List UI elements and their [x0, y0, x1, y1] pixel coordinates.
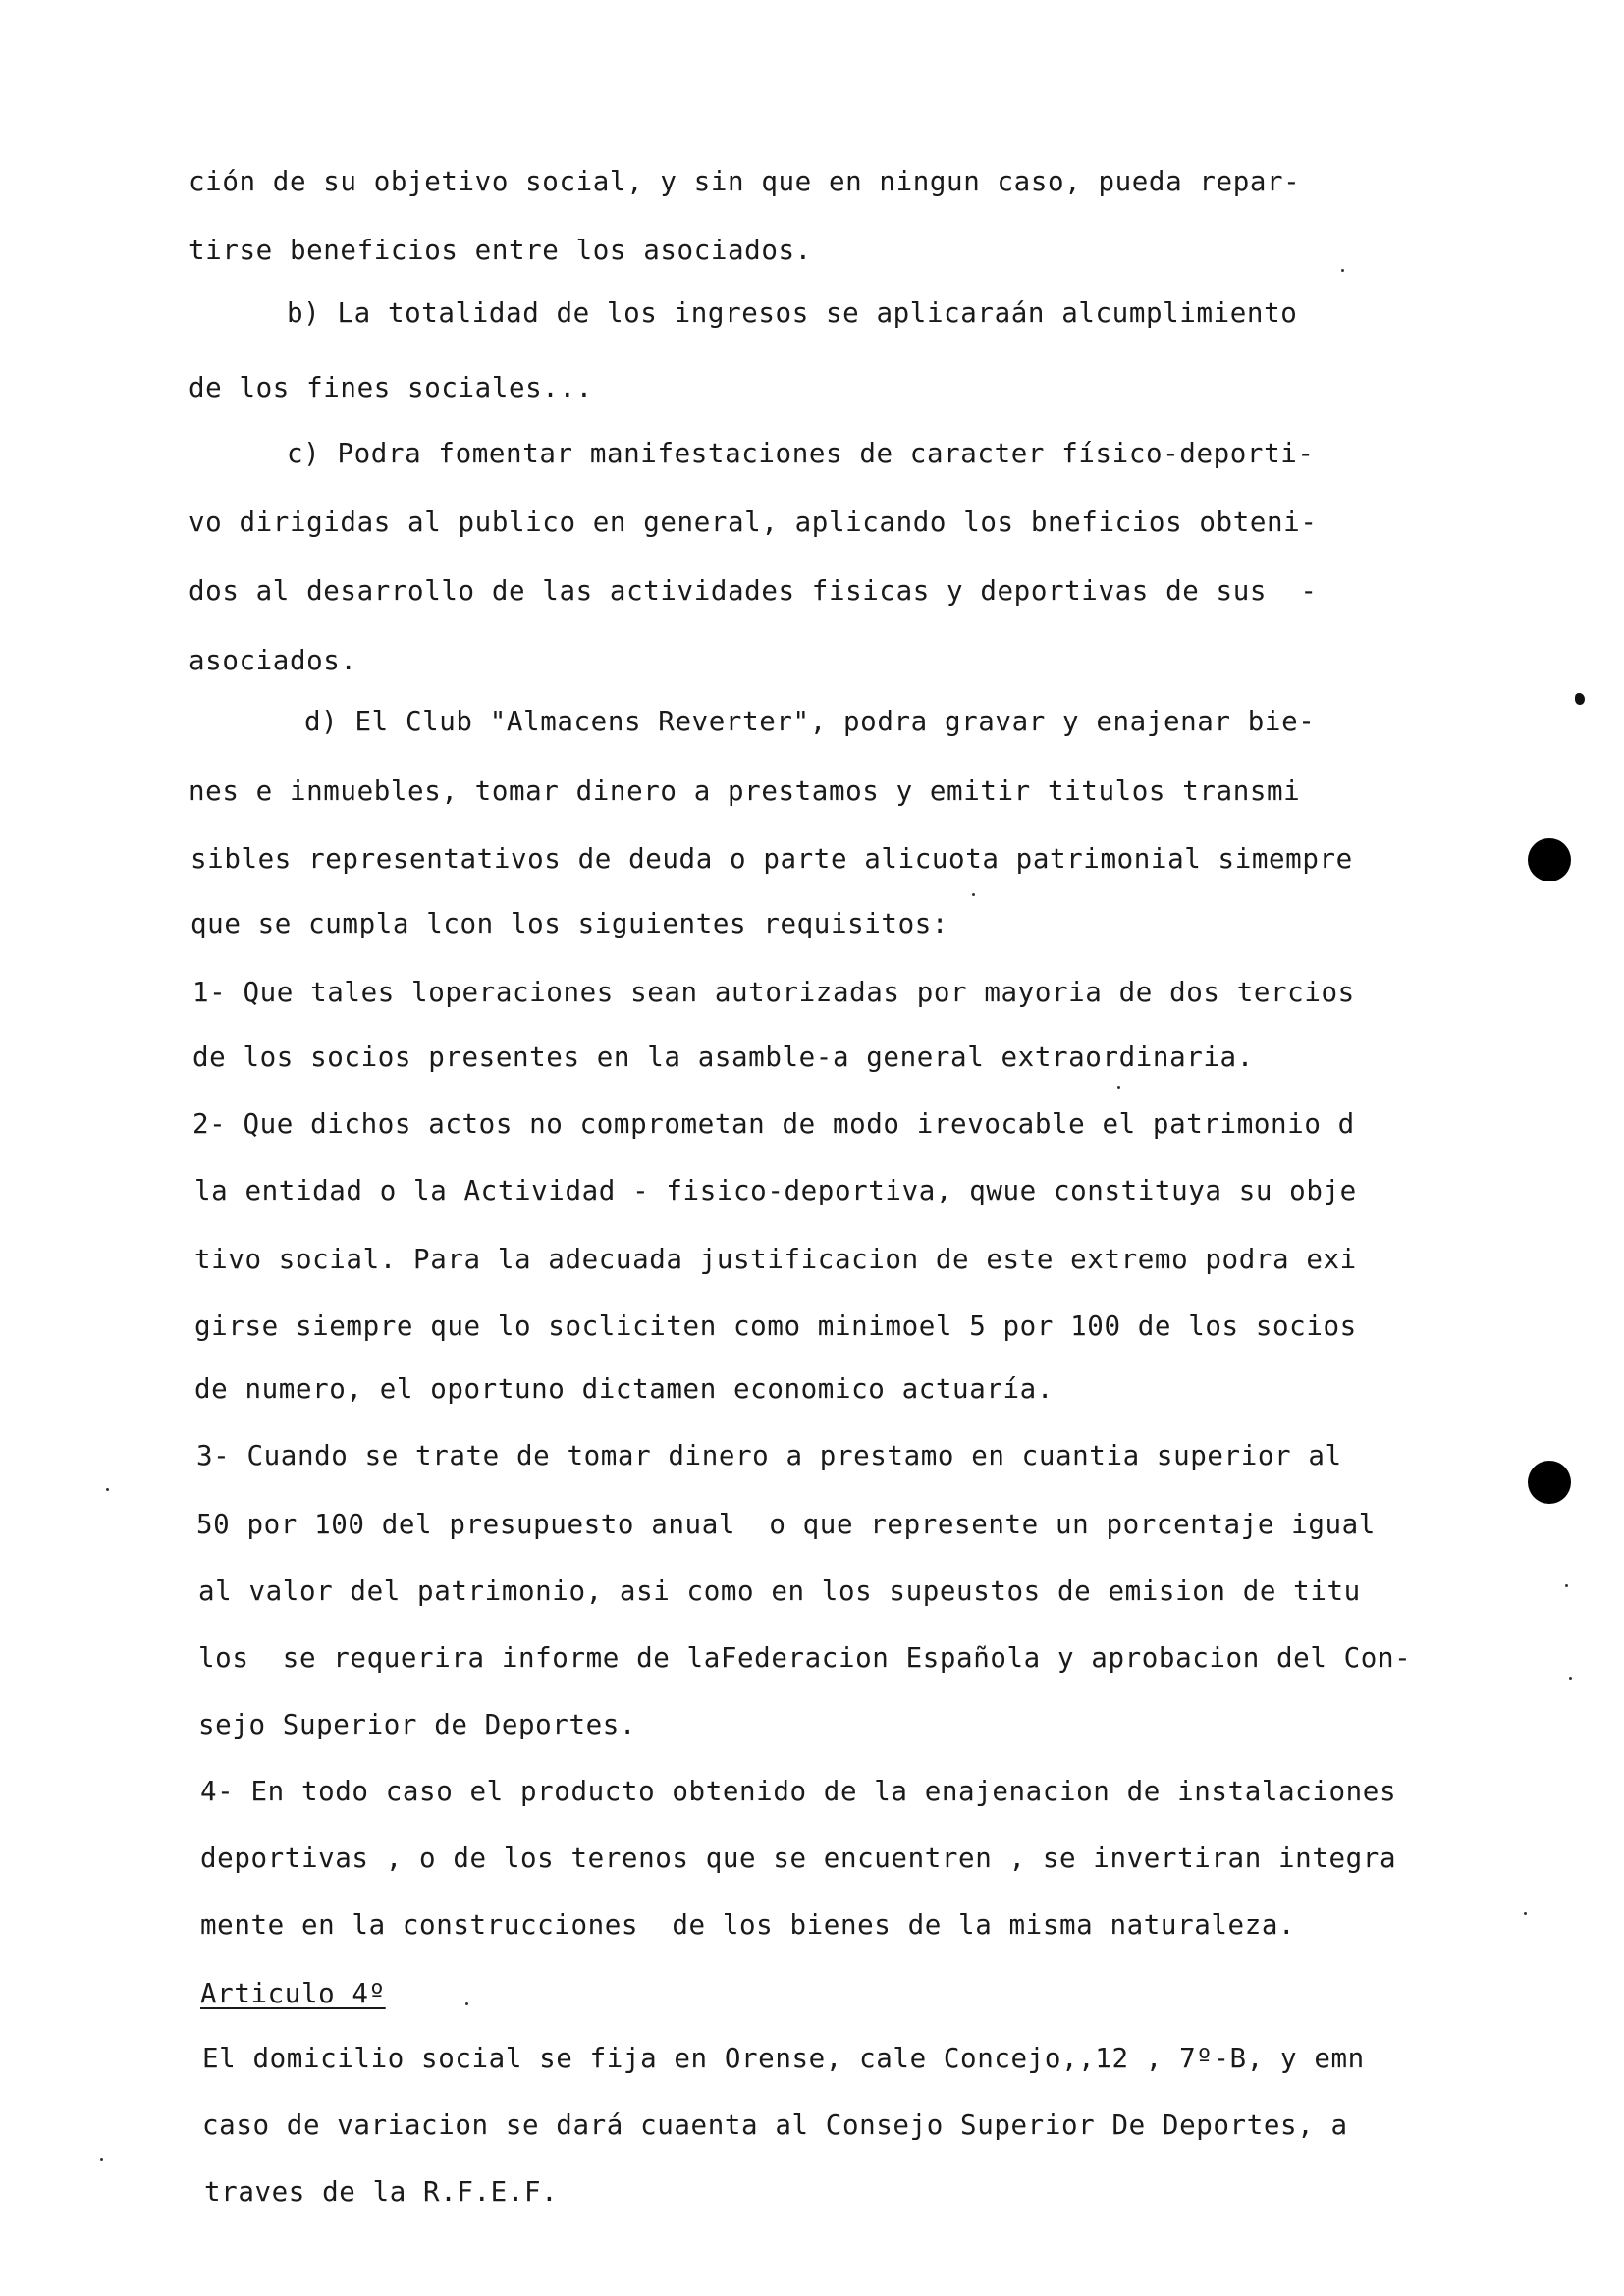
article-heading: Articulo 4º: [200, 1978, 386, 2009]
text-line: tivo social. Para la adecuada justificacion de este extremo podra exi: [194, 1244, 1357, 1275]
text-line: 4- En todo caso el producto obtenido de la enajenacion de instalaciones: [200, 1776, 1397, 1807]
punch-hole: [1528, 1461, 1571, 1504]
scan-speck: [465, 2002, 468, 2005]
scan-speck: [1524, 1912, 1527, 1915]
ink-mark: [1575, 693, 1585, 705]
scan-speck: [100, 2158, 103, 2161]
text-line: ción de su objetivo social, y sin que en ningun caso, pueda repar-: [189, 166, 1301, 197]
text-line: la entidad o la Actividad - fisico-deportiva, qwue constituya su obje: [194, 1175, 1357, 1206]
text-line: 2- Que dichos actos no comprometan de modo irevocable el patrimonio d: [192, 1108, 1355, 1140]
text-line: 3- Cuando se trate de tomar dinero a prestamo en cuantia superior al: [196, 1440, 1342, 1471]
text-line: sibles representativos de deuda o parte alicuota patrimonial simempre: [190, 843, 1353, 875]
text-line: 50 por 100 del presupuesto anual o que represente un porcentaje igual: [196, 1509, 1376, 1540]
punch-hole: [1528, 838, 1571, 881]
text-line: los se requerira informe de laFederacion Española y aprobacion del Con-: [198, 1642, 1412, 1674]
scan-speck: [1565, 1584, 1568, 1587]
text-line: sejo Superior de Deportes.: [198, 1709, 637, 1740]
scan-speck: [1569, 1677, 1572, 1680]
text-line: b) La totalidad de los ingresos se aplicaraán alcumplimiento: [287, 297, 1298, 329]
scan-speck: [106, 1488, 109, 1491]
text-line: vo dirigidas al publico en general, aplicando los bneficios obteni-: [189, 507, 1318, 538]
text-line: tirse beneficios entre los asociados.: [189, 235, 812, 266]
text-line: que se cumpla lcon los siguientes requisitos:: [190, 908, 949, 939]
text-line: nes e inmuebles, tomar dinero a prestamos y emitir titulos transmi: [189, 775, 1301, 807]
text-line: girse siempre que lo socliciten como minimoel 5 por 100 de los socios: [194, 1310, 1357, 1342]
text-line: de los fines sociales...: [189, 372, 593, 403]
text-line: c) Podra fomentar manifestaciones de caracter físico-deporti-: [287, 438, 1315, 469]
scan-speck: [1117, 1086, 1120, 1089]
text-line: 1- Que tales loperaciones sean autorizadas por mayoria de dos tercios: [192, 977, 1355, 1008]
text-line: al valor del patrimonio, asi como en los supeustos de emision de titu: [198, 1575, 1361, 1607]
text-line: deportivas , o de los terenos que se encuentren , se invertiran integra: [200, 1842, 1397, 1874]
text-line: traves de la R.F.E.F.: [204, 2176, 559, 2208]
scan-speck: [1341, 269, 1344, 272]
text-line: de numero, el oportuno dictamen economico actuaría.: [194, 1373, 1054, 1405]
scan-speck: [972, 893, 975, 896]
text-line: d) El Club "Almacens Reverter", podra gravar y enajenar bie-: [304, 706, 1316, 737]
text-line: dos al desarrollo de las actividades fisicas y deportivas de sus -: [189, 575, 1318, 607]
text-line: asociados.: [189, 645, 357, 676]
text-line: caso de variacion se dará cuaenta al Consejo Superior De Deportes, a: [202, 2109, 1348, 2141]
text-line: El domicilio social se fija en Orense, cale Concejo,,12 , 7º-B, y emn: [202, 2043, 1365, 2074]
text-line: mente en la construcciones de los bienes de la misma naturaleza.: [200, 1909, 1296, 1941]
text-line: de los socios presentes en la asamble-a general extraordinaria.: [192, 1041, 1254, 1073]
